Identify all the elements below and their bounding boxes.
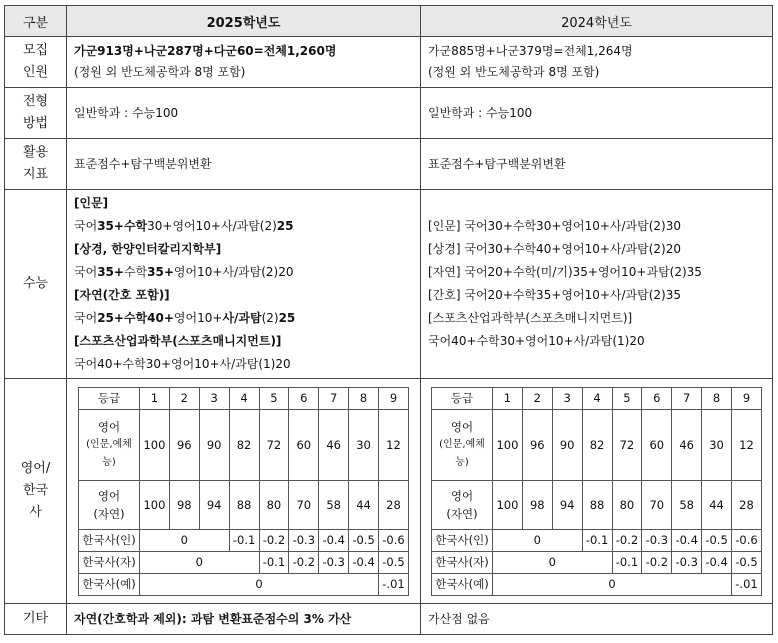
english-humanities-label [79,409,140,480]
english-science-score: 70 [642,480,672,529]
english-science-score: 94 [199,480,229,529]
row-label-line: 활용 [22,145,49,160]
row-selection-method [5,88,773,139]
korean-history-deduction: -0.5 [379,551,409,573]
csat-formula: 국어40+수학30+영어10+사/과탐(1)20 [74,357,291,371]
formula-part: 25+수학40+ [97,311,174,325]
recruitment-note-2025: (정원 외 반도체공학과 8명 포함) [74,65,246,79]
korean-history-zero: 0 [493,551,613,573]
csat-formula: 국어40+수학30+영어10+사/과탐(1)20 [428,334,645,348]
korean-history-deduction: -0.6 [732,529,762,551]
korean-history-deduction: -0.2 [612,529,642,551]
english-humanities-score: 46 [672,409,702,480]
row-label-score-index [5,139,67,190]
english-science-row [432,480,762,529]
cell-2024-selection-method: 일반학과 : 수능100 [421,88,773,139]
grade-number: 9 [379,387,409,409]
english-humanities-label-line: 영어 [97,419,121,434]
english-science-label-line: 영어 [450,488,474,503]
korean-history-deduction: -0.5 [349,529,379,551]
english-science-row [79,480,409,529]
header-category: 구분 [5,6,67,37]
english-humanities-label-line: (인문,예체 [86,438,132,450]
formula-part: 국어 [74,311,98,325]
english-humanities-score: 12 [732,409,762,480]
cell-2025-english-history [67,379,421,604]
grade-number: 8 [702,387,732,409]
row-english-history [5,379,773,604]
row-csat [5,190,773,379]
grade-header-row [432,387,762,409]
formula-part: 영어10+사/과탐(2)20 [173,265,294,279]
english-humanities-score: 46 [319,409,349,480]
english-humanities-score: 90 [199,409,229,480]
row-label-csat: 수능 [5,190,67,379]
korean-history-arts-row [432,573,762,595]
formula-part: 국어 [74,265,98,279]
english-science-score: 44 [349,480,379,529]
formula-part: 35+ [97,265,124,279]
english-science-score: 88 [582,480,612,529]
csat-formula: [인문] 국어30+수학30+영어10+사/과탐(2)30 [428,219,681,233]
korean-history-deduction: -0.5 [702,529,732,551]
korean-history-deduction: -0.2 [259,529,289,551]
english-science-score: 70 [289,480,319,529]
english-science-label [432,480,493,529]
grade-number: 7 [672,387,702,409]
row-etc [5,604,773,635]
csat-group-heading: [자연(간호 포함)] [74,288,170,302]
cell-2025-etc: 자연(간호학과 제외): 과탐 변환표준점수의 3% 가산 [67,604,421,635]
korean-history-zero: 0 [140,551,260,573]
english-science-score: 80 [259,480,289,529]
english-science-label [79,480,140,529]
english-humanities-score: 60 [642,409,672,480]
korean-history-science-row [79,551,409,573]
english-science-label-line: (자연) [446,506,478,521]
korean-history-zero: 0 [493,529,583,551]
english-humanities-score: 72 [259,409,289,480]
korean-history-science-label: 한국사(자) [79,551,140,573]
english-humanities-score: 60 [289,409,319,480]
grade-number: 5 [259,387,289,409]
korean-history-deduction: -0.4 [319,529,349,551]
cell-2024-etc: 가산점 없음 [421,604,773,635]
cell-2024-english-history [421,379,773,604]
korean-history-deduction: -0.1 [229,529,259,551]
formula-part: 35+수학 [97,219,148,233]
csat-formula [74,215,413,238]
grade-number: 7 [319,387,349,409]
english-humanities-label-line: (인문,예체 [439,438,485,450]
row-label-line: 방법 [22,116,49,131]
english-humanities-score: 100 [140,409,170,480]
grade-header-row [79,387,409,409]
cell-2025-selection-method: 일반학과 : 수능100 [67,88,421,139]
english-humanities-score: 90 [552,409,582,480]
header-2024: 2024학년도 [421,6,773,37]
korean-history-deduction: -0.1 [612,551,642,573]
csat-formula: [간호] 국어20+수학35+영어10+사/과탐(2)35 [428,288,681,302]
english-science-score: 58 [672,480,702,529]
english-science-label-line: (자연) [93,506,125,521]
csat-group-heading: [인문] [74,196,109,210]
grade-table-2024 [431,387,762,596]
korean-history-zero: 0 [140,573,379,595]
header-row [5,6,773,37]
grade-number: 4 [582,387,612,409]
csat-formula: [상경] 국어30+수학40+영어10+사/과탐(2)20 [428,242,681,256]
grade-number: 6 [642,387,672,409]
grade-number: 2 [169,387,199,409]
english-humanities-score: 96 [169,409,199,480]
formula-part: 사/과탐 [222,311,262,325]
grade-label: 등급 [432,387,493,409]
korean-history-deduction: -0.4 [349,551,379,573]
row-score-index [5,139,773,190]
korean-history-humanities-row [79,529,409,551]
korean-history-arts-row [79,573,409,595]
korean-history-humanities-label: 한국사(인) [79,529,140,551]
row-label-line: 전형 [22,94,49,109]
grade-number: 5 [612,387,642,409]
english-science-score: 98 [522,480,552,529]
grade-table-2025 [78,387,409,596]
english-humanities-score: 100 [493,409,523,480]
english-humanities-score: 72 [612,409,642,480]
formula-part: 국어 [74,219,98,233]
korean-history-deduction: -0.3 [642,529,672,551]
korean-history-arts-label: 한국사(예) [432,573,493,595]
korean-history-zero: 0 [493,573,732,595]
row-label-recruitment [5,37,67,88]
english-humanities-label [432,409,493,480]
grade-number: 1 [140,387,170,409]
english-humanities-label-line: 영어 [450,419,474,434]
korean-history-deduction: -.01 [379,573,409,595]
korean-history-deduction: -0.4 [672,529,702,551]
english-humanities-score: 30 [349,409,379,480]
cell-2025-recruitment [67,37,421,88]
korean-history-humanities-label: 한국사(인) [432,529,493,551]
csat-group-heading: [상경, 한양인터칼리지학부] [74,242,222,256]
formula-part: 30+영어10+사/과탐(2) [147,219,277,233]
cell-2024-recruitment [421,37,773,88]
csat-formula [74,307,413,330]
english-science-score: 58 [319,480,349,529]
cell-2025-csat [67,190,421,379]
english-humanities-score: 82 [229,409,259,480]
english-science-score: 94 [552,480,582,529]
english-science-label-line: 영어 [97,488,121,503]
grade-number: 2 [522,387,552,409]
grade-number: 4 [229,387,259,409]
formula-part: 35+ [147,265,174,279]
english-humanities-score: 30 [702,409,732,480]
korean-history-deduction: -0.2 [289,551,319,573]
english-science-score: 100 [493,480,523,529]
grade-label: 등급 [79,387,140,409]
row-label-line: 지표 [22,167,49,182]
recruitment-total-2024: 가군885명+나군379명=전체1,264명 [428,44,633,58]
formula-part: 수학 [123,265,148,279]
korean-history-deduction: -0.2 [642,551,672,573]
csat-group-heading: [스포츠산업과학부(스포츠매니지먼트)] [74,334,282,348]
admission-comparison-table [4,5,773,635]
grade-number: 8 [349,387,379,409]
header-2025: 2025학년도 [67,6,421,37]
korean-history-deduction: -0.4 [702,551,732,573]
csat-group-heading: [스포츠산업과학부(스포츠매니지먼트)] [428,311,633,325]
korean-history-deduction: -0.1 [259,551,289,573]
korean-history-deduction: -0.3 [672,551,702,573]
korean-history-deduction: -0.3 [289,529,319,551]
korean-history-humanities-row [432,529,762,551]
korean-history-deduction: -.01 [732,573,762,595]
row-label-line: 사 [29,505,42,520]
english-humanities-score: 96 [522,409,552,480]
english-science-score: 28 [732,480,762,529]
row-label-line: 모집 [22,43,49,58]
grade-number: 6 [289,387,319,409]
recruitment-note-2024: (정원 외 반도체공학과 8명 포함) [428,65,600,79]
korean-history-deduction: -0.6 [379,529,409,551]
english-science-score: 98 [169,480,199,529]
grade-number: 9 [732,387,762,409]
english-humanities-label-line: 능) [102,456,116,468]
english-science-score: 100 [140,480,170,529]
cell-2025-score-index: 표준점수+탐구백분위변환 [67,139,421,190]
row-label-line: 영어/ [20,461,51,476]
cell-2024-score-index: 표준점수+탐구백분위변환 [421,139,773,190]
english-humanities-row [79,409,409,480]
formula-part: 25 [278,311,296,325]
csat-formula [74,261,413,284]
row-label-selection-method [5,88,67,139]
row-label-line: 한국 [22,483,49,498]
grade-number: 1 [493,387,523,409]
english-humanities-score: 82 [582,409,612,480]
english-science-score: 44 [702,480,732,529]
korean-history-arts-label: 한국사(예) [79,573,140,595]
row-label-line: 인원 [22,65,49,80]
cell-2024-csat [421,190,773,379]
korean-history-science-row [432,551,762,573]
korean-history-science-label: 한국사(자) [432,551,493,573]
row-recruitment [5,37,773,88]
grade-number: 3 [552,387,582,409]
english-science-score: 88 [229,480,259,529]
grade-number: 3 [199,387,229,409]
formula-part: 25 [276,219,294,233]
korean-history-deduction: -0.3 [319,551,349,573]
english-humanities-label-line: 능) [455,456,469,468]
formula-part: 영어10+ [173,311,223,325]
korean-history-zero: 0 [140,529,230,551]
english-humanities-row [432,409,762,480]
english-science-score: 28 [379,480,409,529]
english-science-score: 80 [612,480,642,529]
csat-formula: [자연] 국어20+수학(미/기)35+영어10+과탐(2)35 [428,265,702,279]
recruitment-total-2025: 가군913명+나군287명+다군60=전체1,260명 [74,44,337,58]
korean-history-deduction: -0.5 [732,551,762,573]
english-humanities-score: 12 [379,409,409,480]
row-label-english-history [5,379,67,604]
formula-part: (2) [261,311,279,325]
korean-history-deduction: -0.1 [582,529,612,551]
row-label-etc: 기타 [5,604,67,635]
